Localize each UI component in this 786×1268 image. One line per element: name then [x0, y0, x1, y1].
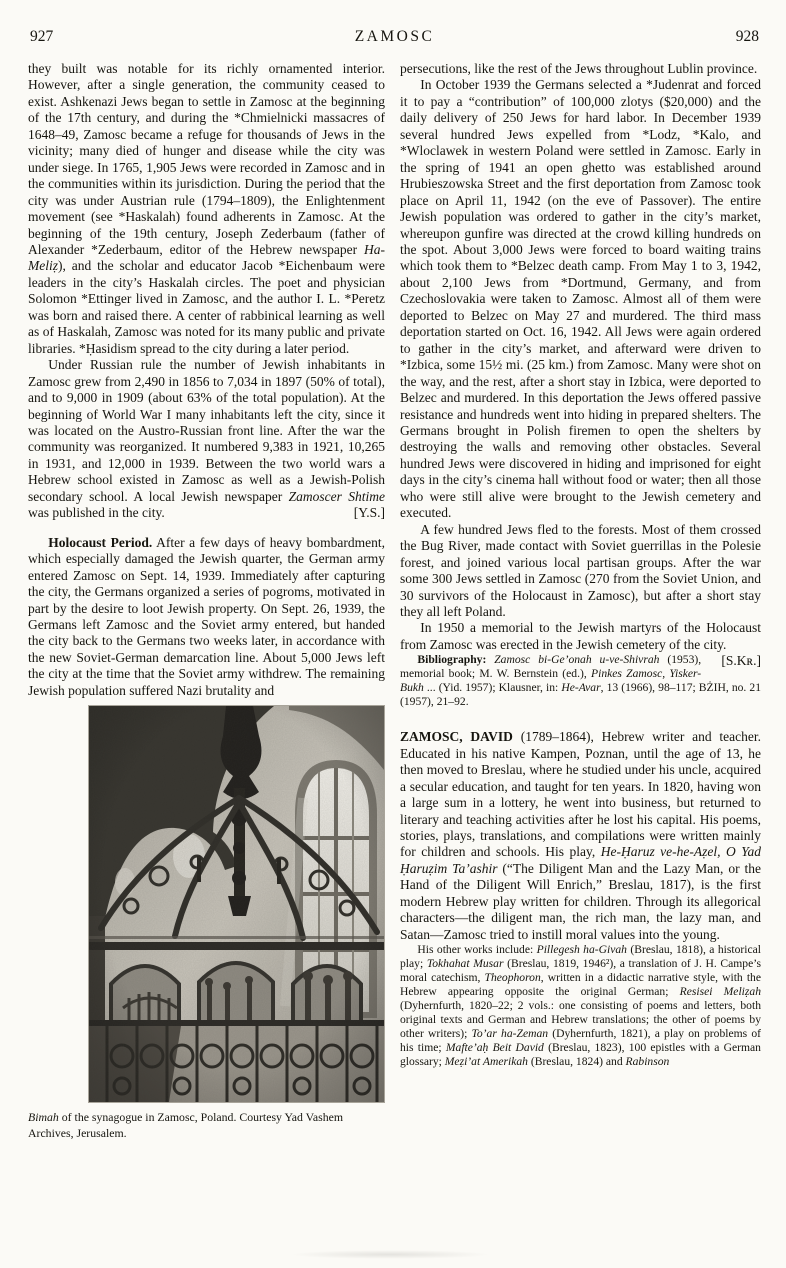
text-segment: ZAMOSC, DAVID [400, 729, 513, 745]
bimah-photo [89, 706, 384, 1102]
text-segment: (“The Diligent Man and the Lazy Man, or the Hand of the Diligent Will Enrich,” Breslau, 1817), is the first modern Hebrew play written for children. Through its allegorical characters—the diligent man, the rich man, the lazy man, and Satan—Zamosc tried to instill moral values into the young. [400, 860, 761, 942]
text-segment: Theophoron [484, 971, 541, 985]
paragraph [400, 61, 761, 77]
paragraph [400, 522, 761, 621]
text-segment: Rabinson [625, 1055, 670, 1069]
text-segment: Bibliography: [417, 653, 487, 667]
page-number-left: 927 [30, 28, 54, 45]
page-number-right: 928 [735, 28, 759, 45]
text-segment: ... (Yid. 1957); Klausner, in: [423, 681, 562, 695]
running-head-title: ZAMOSC [354, 28, 435, 45]
text-segment: (Dyhernfurth, 1821), a play on problems of his time; [400, 1027, 761, 1055]
text-segment: persecutions, like the rest of the Jews throughout Lublin province. [400, 61, 758, 76]
paragraph [400, 729, 761, 943]
text-segment: To’ar ha-Zeman [471, 1027, 549, 1041]
text-segment: Meẓi’at Amerikah [444, 1055, 528, 1069]
text-segment: A few hundred Jews fled to the forests. Most of them crossed the Bug River, made contact with Soviet guerrillas in the Polesie forest, and joined various local partisan groups. After the war some 300 Jews settled in Zamosc (270 from the Soviet Union, and 30 survivors of the Holocaust in Zamosc), but after a short stay they all left Poland. [400, 521, 761, 619]
left-column [28, 61, 385, 1141]
text-segment: Under Russian rule the number of Jewish inhabitants in Zamosc grew from 2,490 in 1856 to 7,034 in 1897 (50% of total), and to 9,000 in 1909 (about 63% of the total population). At the beginning of World War I many inhabitants left the city, since it was located on the Austro-Russian front line. After the war the community was reorganized. It numbered 9,383 in 1921, 10,265 in 1931, and 12,000 in 1939. Between the two world wars a Hebrew school existed in Zamosc as well as a Jewish-Polish secondary school. A local Jewish newspaper [28, 357, 385, 504]
paragraph [400, 77, 761, 521]
text-segment: In 1950 a memorial to the Jewish martyrs of the Holocaust from Zamosc was erected in the Jewish cemetery of the city. [400, 620, 761, 652]
text-segment: Tokhahat Musar [426, 957, 504, 971]
text-segment: [Y.S.] [353, 505, 385, 521]
text-segment: He-Ḥaruz ve-he-Aẓel, O Yad Ḥaruẓim Ta’ashir [400, 844, 761, 876]
text-segment: of the synagogue in Zamosc, Poland. Courtesy Yad Vashem Archives, Jerusalem. [28, 1110, 344, 1140]
text-segment: they built was notable for its richly ornamented interior. However, after a single generation, the community ceased to exist. Ashkenazi Jews began to settle in Zamosc at the beginning of the 17th century, and during the *Chmielnicki massacres of 1648–49, Zamosc became a refuge for thousands of Jews in the vicinity; many died of hunger and disease while the city was under siege. In 1765, 1,905 Jews were recorded in Zamosc and in the communities within its jurisdiction. During the period that the city was under Austrian rule (1794–1809), the Enlightenment movement (see *Haskalah) found adherents in Zamosc. At the beginning of the 19th century, Joseph Zederbaum (father of Alexander *Zederbaum, editor of the Hebrew newspaper [28, 61, 385, 257]
text-segment: (Breslau, 1819, 1946²), a translation of J. H. Campe’s moral catechism, [400, 957, 761, 985]
right-column-text [400, 61, 761, 1069]
text-segment: (Breslau, 1824) and [527, 1055, 626, 1069]
photo-caption [28, 1110, 385, 1141]
text-segment: was published in the city. [28, 505, 165, 521]
text-segment: Resisei Meliẓah [679, 985, 761, 999]
text-segment: (1789–1864), Hebrew writer and teacher. Educated in his native Kampen, Poznan, until the age of 13, he then moved to Breslau, where he studied under his uncle, acquired a secular education, and taught for ten years. In 1820, having won a large sum in a lottery, he went into business, but returned to literary and teaching activities after he lost his capital. His poems, stories, plays, translations, and compilations were written mainly for children and schools. His play, [400, 729, 761, 860]
text-segment: Mafte’aḥ Beit David [445, 1041, 544, 1055]
scan-artifact [290, 1250, 490, 1259]
text-segment: Zamosc bi-Ge’onah u-ve-Shivrah [494, 653, 660, 667]
text-segment: (Breslau, 1823), 100 epistles with a German glossary; [400, 1041, 761, 1069]
text-segment: Pinkes Zamosc, Yisker-Bukh [400, 667, 702, 695]
paragraph [400, 943, 761, 1069]
paragraph [28, 61, 385, 357]
paragraph [28, 535, 385, 700]
text-segment: ), and the scholar and educator Jacob *Eichenbaum were leaders in the city’s Haskalah circles. The poet and physician Solomon *Ettinger lived in Zamosc, and the author I. L. *Peretz was born and raised there. A center of rabbinical learning as well as of Haskalah, Zamosc was noted for its many public and private libraries. *Ḥasidism spread to the city during a later period. [28, 258, 385, 356]
right-column [400, 61, 761, 1141]
text-segment: Bimah [28, 1110, 59, 1125]
text-segment: Pillegesh ha-Givah [536, 943, 627, 957]
text-segment: Holocaust Period. [48, 534, 153, 550]
text-segment: After a few days of heavy bombardment, which especially damaged the Jewish quarter, the German army entered Zamosc on Sept. 14, 1939. Immediately after capturing the city, the Germans organized a series of pogroms, motivated in part by the desire to loot Jewish property. On Sept. 26, 1939, the Germans left Zamosc and the Soviet army entered, but handed the city back to the Germans two weeks later, in accordance with the new Soviet-German demarcation line. About 5,000 Jews left the city at the time that the Soviet army withdrew. The remaining Jewish population suffered Nazi brutality and [28, 534, 385, 698]
page-header [28, 28, 761, 46]
text-segment: Ha-Meliẓ [28, 241, 385, 274]
text-segment: (Dyhernfurth, 1820–22; 2 vols.: one consisting of poems and letters, both original texts and German and Hebrew translations; the other of poems by other writers); [400, 999, 761, 1041]
left-column-text [28, 61, 385, 699]
text-segment: , 13 (1966), 98–117; BŻIH, no. 21 (1957), 21–92. [400, 681, 762, 709]
text-segment: He-Avar [561, 681, 601, 695]
text-segment: (1953), memorial book; M. W. Bernstein (ed.), [400, 653, 702, 681]
text-segment: , written in a didactic narrative style, with the Hebrew appearing opposite the original German; [400, 971, 761, 999]
text-segment: In October 1939 the Germans selected a *Judenrat and forced it to pay a “contribution” of 100,000 zlotys ($20,000) and the daily delivery of 250 Jews for hard labor. In December 1939 several hundred Jews expelled from *Lodz, *Kalo, and *Wloclawek in western Poland were settled in Zamosc. Early in the spring of 1941 an open ghetto was established around Hrubieszowska Street and the first deportation from Zamosc took place on April 11, 1942 (on the eve of Passover). The entire Jewish population was ordered to gather in the city’s market, whereupon gunfire was directed at the crowd killing hundreds on the spot. About 3,000 Jews were forced to board waiting trains which took them to *Belzec death camp. From May 1 to 3, 1942, about 2,100 Jews from *Dortmund, Germany, and from Czechoslovakia were taken to Zamosc. Almost all of them were deported to Belzec on May 27 and murdered. The third mass deportation started on Oct. 16, 1942. All Jews were again ordered to gather in the city’s market, and afterward were driven to *Izbica, some 15½ mi. (25 km.) from Zamosc. Many were shot on the way, and the rest, after a short stay in Izbica, were deported to Belzec and murdered. In this deportation the Jews offered passive resistance and hundreds went into hiding in prepared shelters. The Germans brought in Polish firemen to open the shelters by destroying the walls and removing other obstacles. Several hundred Jews were discovered in hiding and imprisoned for eight days in the city’s cinema hall without food or water; then all those who were still alive were brought to the Jewish cemetery and executed. [400, 77, 761, 521]
paragraph [28, 357, 385, 522]
two-column-layout [28, 61, 761, 1141]
text-segment: (Breslau, 1818), a historical play; [400, 943, 761, 971]
text-segment: His other works include: [417, 943, 537, 957]
text-segment: Zamoscer Shtime [288, 488, 385, 504]
text-segment: [S.Kʀ.] [721, 653, 761, 669]
synagogue-photo-figure [28, 706, 385, 1141]
